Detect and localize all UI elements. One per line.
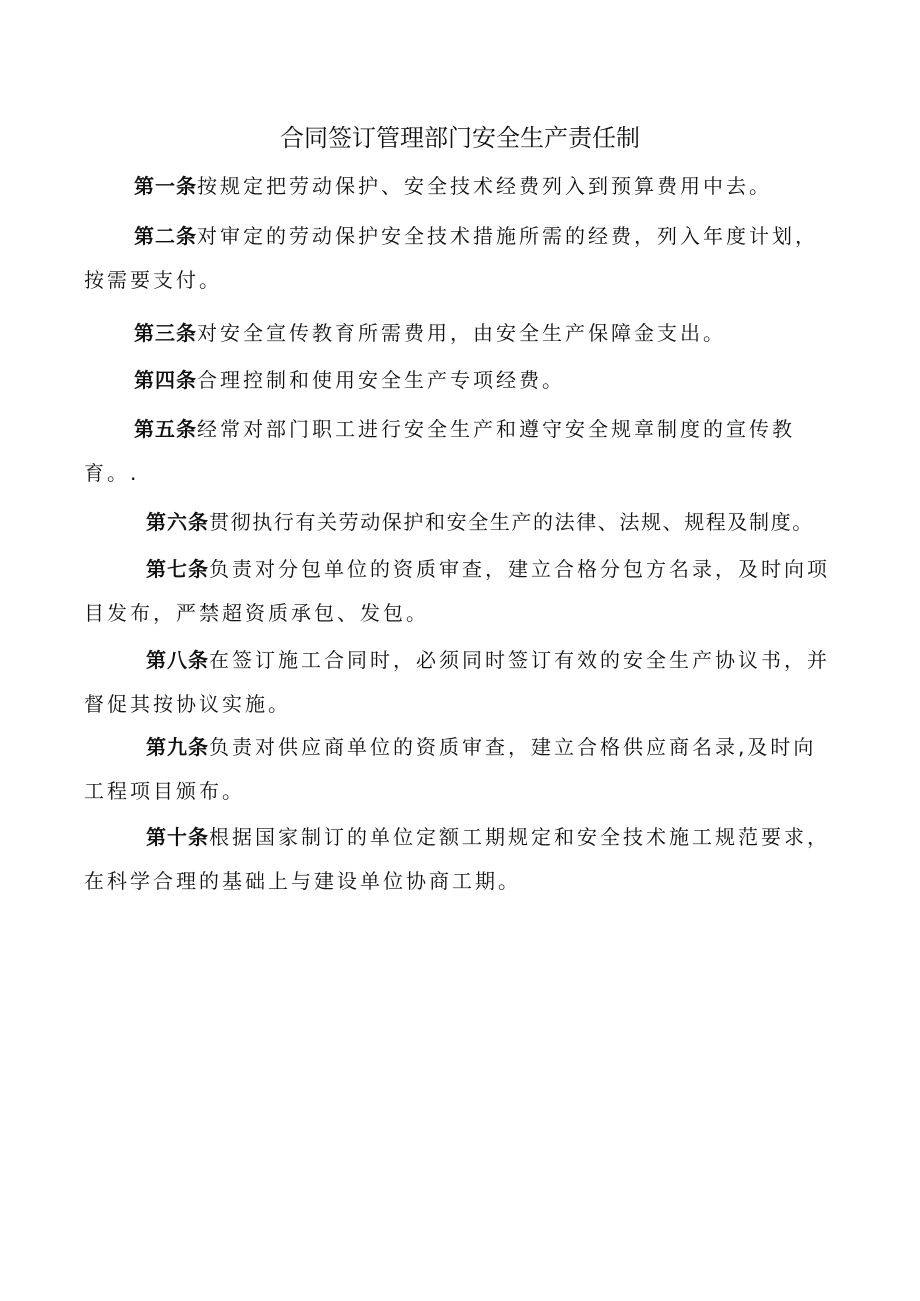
article-text: 在签订施工合同时，必须同时签订有效的安全生产协议书，并 <box>209 648 830 672</box>
article-text: 合理控制和使用安全生产专项经费。 <box>197 368 565 392</box>
article-label: 第八条 <box>146 648 209 672</box>
article-5 <box>84 407 824 495</box>
document-title: 合同签订管理部门安全生产责任制 <box>280 124 640 152</box>
article-text: 育。. <box>84 461 140 485</box>
article-text: 根据国家制订的单位定额工期规定和安全技术施工规范要求， <box>209 825 830 849</box>
article-label: 第一条 <box>134 174 197 198</box>
article-line <box>84 815 864 859</box>
article-1 <box>134 164 772 208</box>
article-9 <box>84 725 864 813</box>
article-text: 按需要支付。 <box>84 268 222 292</box>
article-line <box>134 311 726 355</box>
article-text: 对审定的劳动保护安全技术措施所需的经费，列入年度计划， <box>197 224 818 248</box>
article-line <box>84 725 864 769</box>
article-label: 第三条 <box>134 321 197 345</box>
article-line <box>134 358 565 402</box>
article-line <box>84 214 824 258</box>
article-line <box>134 164 772 208</box>
article-text: 负责对分包单位的资质审查，建立合格分包方名录，及时向项 <box>209 557 830 581</box>
article-line <box>84 500 864 544</box>
article-label: 第九条 <box>146 735 209 759</box>
article-label: 第十条 <box>146 825 209 849</box>
article-text: 目发布，严禁超资质承包、发包。 <box>84 601 429 625</box>
article-line <box>84 407 824 451</box>
article-7 <box>84 547 864 635</box>
article-2 <box>84 214 824 302</box>
article-3 <box>134 311 726 355</box>
article-text: 经常对部门职工进行安全生产和遵守安全规章制度的宣传教 <box>197 417 795 441</box>
article-text: 贯彻执行有关劳动保护和安全生产的法律、法规、规程及制度。 <box>209 510 814 534</box>
article-label: 第七条 <box>146 557 209 581</box>
article-label: 第四条 <box>134 368 197 392</box>
article-4 <box>134 358 565 402</box>
article-text: 督促其按协议实施。 <box>84 692 291 716</box>
article-text: 对安全宣传教育所需费用，由安全生产保障金支出。 <box>197 321 726 345</box>
article-line <box>84 547 864 591</box>
article-text: 工程项目颁布。 <box>84 779 245 803</box>
article-text: 按规定把劳动保护、安全技术经费列入到预算费用中去。 <box>197 174 772 198</box>
article-label: 第五条 <box>134 417 197 441</box>
article-10 <box>84 815 864 903</box>
article-label: 第二条 <box>134 224 197 248</box>
article-line <box>84 638 864 682</box>
article-label: 第六条 <box>146 510 209 534</box>
article-text: 负责对供应商单位的资质审查，建立合格供应商名录,及时向 <box>209 735 817 759</box>
article-text: 在科学合理的基础上与建设单位协商工期。 <box>84 869 521 893</box>
article-8 <box>84 638 864 726</box>
article-6 <box>84 500 864 544</box>
